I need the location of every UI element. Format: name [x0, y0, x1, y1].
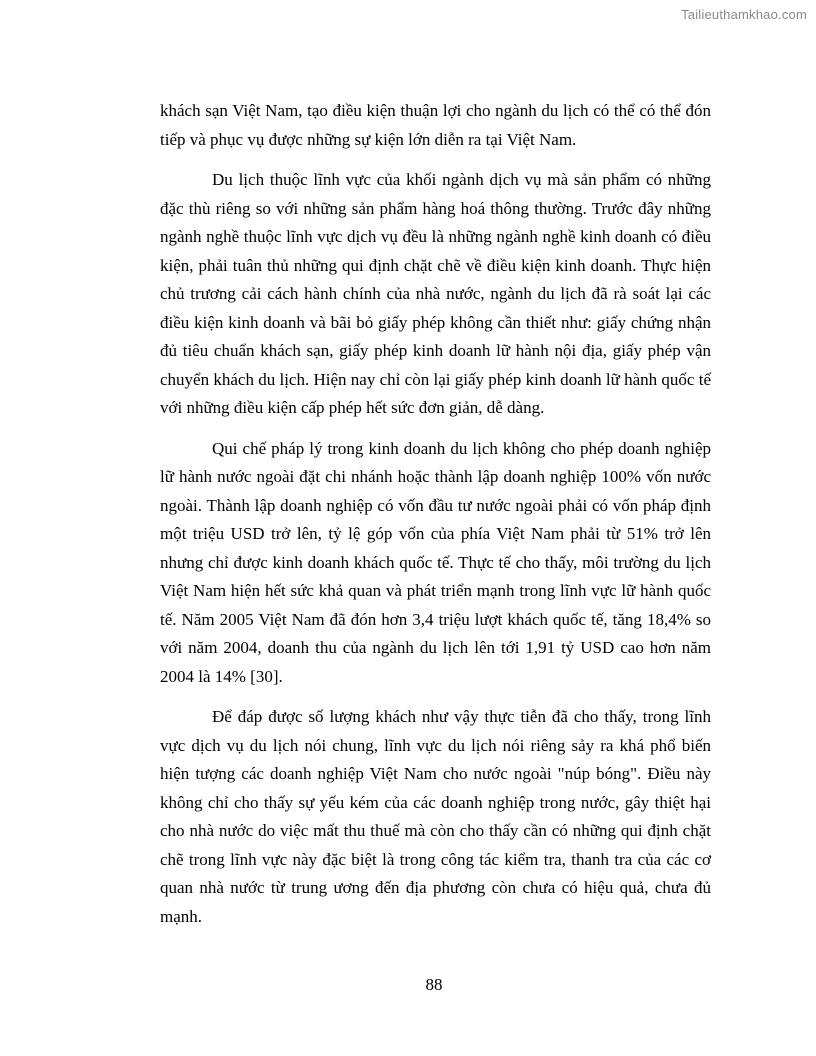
paragraph-1: khách sạn Việt Nam, tạo điều kiện thuận lợi cho ngành du lịch có thể có thể đón tiếp và phục vụ được những sự kiện lớn diễn ra tại Việt Nam.: [160, 101, 711, 149]
page-number: 88: [425, 975, 443, 994]
paragraph-3: Qui chế pháp lý trong kinh doanh du lịch không cho phép doanh nghiệp lữ hành nước ngoài đặt chi nhánh hoặc thành lập doanh nghiệp 100% vốn nước ngoài. Thành lập doanh nghiệp có vốn đầu tư nước ngoài phải có vốn pháp định một triệu USD trở lên, tỷ lệ góp vốn của phía Việt Nam phải từ 51% trở lên nhưng chỉ được kinh doanh khách quốc tế. Thực tế cho thấy, môi trường du lịch Việt Nam hiện hết sức khả quan và phát triển mạnh trong lĩnh vực lữ hành quốc tế. Năm 2005 Việt Nam đã đón hơn 3,4 triệu lượt khách quốc tế, tăng 18,4% so với năm 2004, doanh thu của ngành du lịch lên tới 1,91 tỷ USD cao hơn năm 2004 là 14% [30].: [160, 438, 711, 686]
paragraph-2: Du lịch thuộc lĩnh vực của khối ngành dịch vụ mà sản phẩm có những đặc thù riêng so với những sản phẩm hàng hoá thông thường. Trước đây những ngành nghề thuộc lĩnh vực dịch vụ đều là những ngành nghề kinh doanh có điều kiện, phải tuân thủ những qui định chặt chẽ về điều kiện kinh doanh. Thực hiện chủ trương cải cách hành chính của nhà nước, ngành du lịch đã rà soát lại các điều kiện kinh doanh và bãi bỏ giấy phép không cần thiết như: giấy chứng nhận đủ tiêu chuẩn khách sạn, giấy phép kinh doanh lữ hành nội địa, giấy phép vận chuyển khách du lịch. Hiện nay chỉ còn lại giấy phép kinh doanh lữ hành quốc tế với những điều kiện cấp phép hết sức đơn giản, dễ dàng.: [160, 170, 711, 417]
watermark: Tailieuthamkhao.com: [681, 7, 807, 22]
paragraph-4: Để đáp được số lượng khách như vậy thực tiễn đã cho thấy, trong lĩnh vực dịch vụ du lịch nói chung, lĩnh vực du lịch nói riêng sảy ra khá phổ biến hiện tượng các doanh nghiệp Việt Nam cho nước ngoài "núp bóng". Điều này không chỉ cho thấy sự yếu kém của các doanh nghiệp trong nước, gây thiệt hại cho nhà nước do việc mất thu thuế mà còn cho thấy cần có những qui định chặt chẽ trong lĩnh vực này đặc biệt là trong công tác kiểm tra, thanh tra của các cơ quan nhà nước từ trung ương đến địa phương còn chưa có hiệu quả, chưa đủ mạnh.: [160, 707, 711, 926]
page-body: [160, 97, 711, 943]
